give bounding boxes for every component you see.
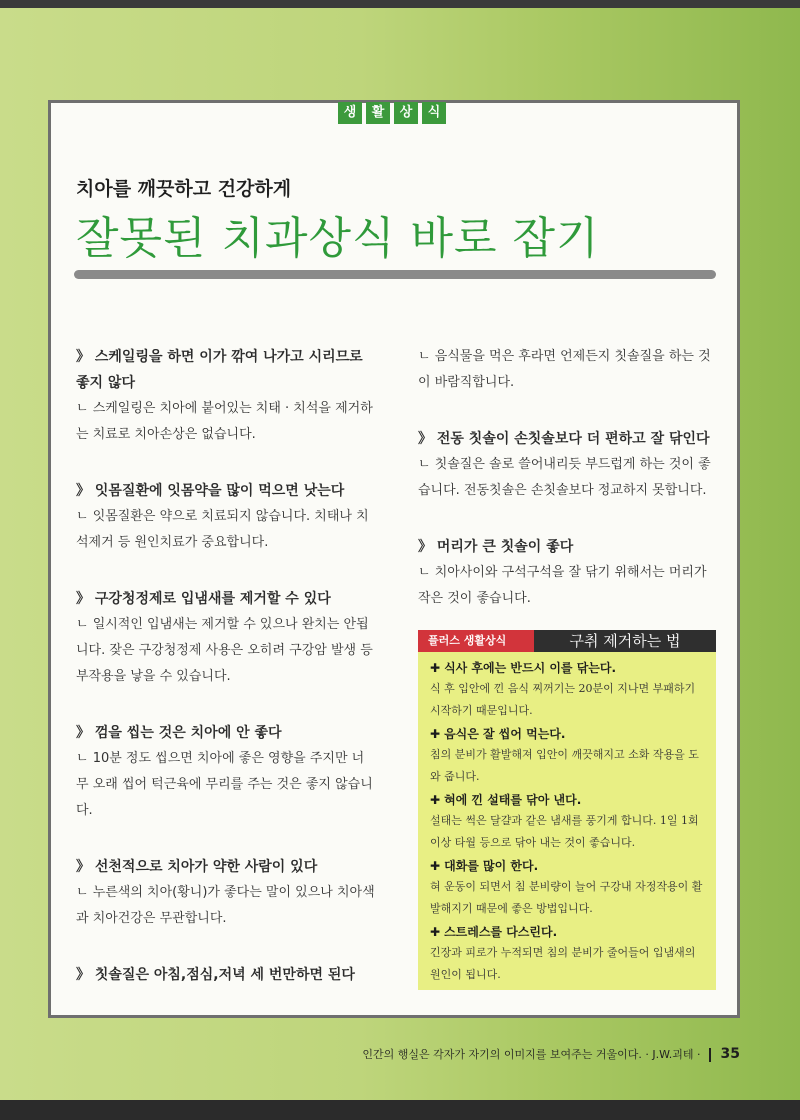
question: 》 전동 칫솔이 손칫솔보다 더 편하고 잘 닦인다 xyxy=(418,431,710,447)
answer: ㄴ 누른색의 치아(황니)가 좋다는 말이 있으나 치아색과 치아건강은 무관합니다. xyxy=(76,885,375,926)
tip-body: 설태는 썩은 달걀과 같은 냄새를 풍기게 합니다. 1일 1회이상 타월 등으로 닦아 내는 것이 좋습니다. xyxy=(430,814,699,849)
answer: ㄴ 10분 정도 씹으면 치아에 좋은 영향을 주지만 너무 오래 씹어 턱근육에 무리를 주는 것은 좋지 않습니다. xyxy=(76,751,373,818)
qa-item xyxy=(418,426,718,504)
ribbon-char: 상 xyxy=(394,102,418,124)
qa-item xyxy=(76,962,376,988)
right-column xyxy=(418,344,718,642)
plus-icon: ✚ xyxy=(430,793,441,807)
tip-body: 긴장과 피로가 누적되면 침의 분비가 줄어들어 입냄새의 원인이 됩니다. xyxy=(430,946,696,981)
tip-box-tag: 플러스 생활상식 xyxy=(418,630,534,652)
qa-item xyxy=(76,720,376,824)
tip-box-header xyxy=(418,630,716,652)
answer: ㄴ 잇몸질환은 약으로 치료되지 않습니다. 치태나 치석제거 등 원인치료가 중요합니다. xyxy=(76,509,369,550)
footer-quote: 인간의 행실은 각자가 자기의 이미지를 보여주는 거울이다. · J.W.괴테 · xyxy=(362,1048,701,1061)
question: 》 껌을 씹는 것은 치아에 안 좋다 xyxy=(76,725,282,741)
tip-title-text: 대화를 많이 한다. xyxy=(444,859,539,873)
tip-title xyxy=(430,856,704,876)
qa-item xyxy=(76,854,376,932)
ribbon-char: 식 xyxy=(422,102,446,124)
tip-title xyxy=(430,922,704,942)
question: 》 잇몸질환에 잇몸약을 많이 먹으면 낫는다 xyxy=(76,483,345,499)
tip-body: 식 후 입안에 낀 음식 찌꺼기는 20분이 지나면 부패하기 시작하기 때문입니다. xyxy=(430,682,696,717)
qa-item xyxy=(418,534,718,612)
article-title: 잘못된 치과상식 바로 잡기 xyxy=(76,213,600,264)
tip-box xyxy=(418,630,716,990)
question: 》 칫솔질은 아침,점심,저녁 세 번만하면 된다 xyxy=(76,967,355,983)
answer: ㄴ 치아사이와 구석구석을 잘 닦기 위해서는 머리가 작은 것이 좋습니다. xyxy=(418,565,707,606)
tip-title-text: 음식은 잘 씹어 먹는다. xyxy=(444,727,566,741)
ribbon-char: 생 xyxy=(338,102,362,124)
divider-bar xyxy=(709,1048,711,1062)
page-number: 35 xyxy=(720,1046,740,1062)
bottom-edge xyxy=(0,1100,800,1120)
tip-title xyxy=(430,724,704,744)
section-ribbon xyxy=(338,102,446,124)
answer: ㄴ 스케일링은 치아에 붙어있는 치태 · 치석을 제거하는 치료로 치아손상은 없습니다. xyxy=(76,401,373,442)
tip-title-text: 스트레스를 다스린다. xyxy=(444,925,558,939)
answer: ㄴ 칫솔질은 솔로 쓸어내리듯 부드럽게 하는 것이 좋습니다. 전동칫솔은 손칫솔보다 정교하지 못합니다. xyxy=(418,457,711,498)
tip-title xyxy=(430,658,704,678)
qa-item xyxy=(76,478,376,556)
tip-box-body xyxy=(418,652,716,986)
question: 》 선천적으로 치아가 약한 사람이 있다 xyxy=(76,859,318,875)
left-column xyxy=(76,344,376,1018)
tip-body: 혀 운동이 되면서 침 분비량이 늘어 구강내 자정작용이 활발해지기 때문에 좋은 방법입니다. xyxy=(430,880,703,915)
question: 》 스케일링을 하면 이가 깎여 나가고 시리므로 좋지 않다 xyxy=(76,349,363,391)
title-rule xyxy=(74,270,716,279)
plus-icon: ✚ xyxy=(430,859,441,873)
tip-body: 침의 분비가 활발해져 입안이 깨끗해지고 소화 작용을 도와 줍니다. xyxy=(430,748,699,783)
answer-continuation: ㄴ 음식물을 먹은 후라면 언제든지 칫솔질을 하는 것이 바람직합니다. xyxy=(418,349,711,390)
qa-item xyxy=(76,586,376,690)
question: 》 머리가 큰 칫솔이 좋다 xyxy=(418,539,574,555)
article-subtitle: 치아를 깨끗하고 건강하게 xyxy=(76,178,292,200)
tip-title-text: 식사 후에는 반드시 이를 닦는다. xyxy=(444,661,617,675)
answer: ㄴ 일시적인 입냄새는 제거할 수 있으나 완치는 안됩니다. 잦은 구강청정제 사용은 오히려 구강암 발생 등 부작용을 낳을 수 있습니다. xyxy=(76,617,373,684)
question: 》 구강청정제로 입냄새를 제거할 수 있다 xyxy=(76,591,331,607)
plus-icon: ✚ xyxy=(430,661,441,675)
plus-icon: ✚ xyxy=(430,727,441,741)
top-edge xyxy=(0,0,800,8)
ribbon-char: 활 xyxy=(366,102,390,124)
tip-title xyxy=(430,790,704,810)
qa-item xyxy=(76,344,376,448)
tip-box-title: 구취 제거하는 법 xyxy=(534,630,716,652)
page-footer xyxy=(362,1046,740,1062)
tip-title-text: 혀에 낀 설태를 닦아 낸다. xyxy=(444,793,582,807)
plus-icon: ✚ xyxy=(430,925,441,939)
